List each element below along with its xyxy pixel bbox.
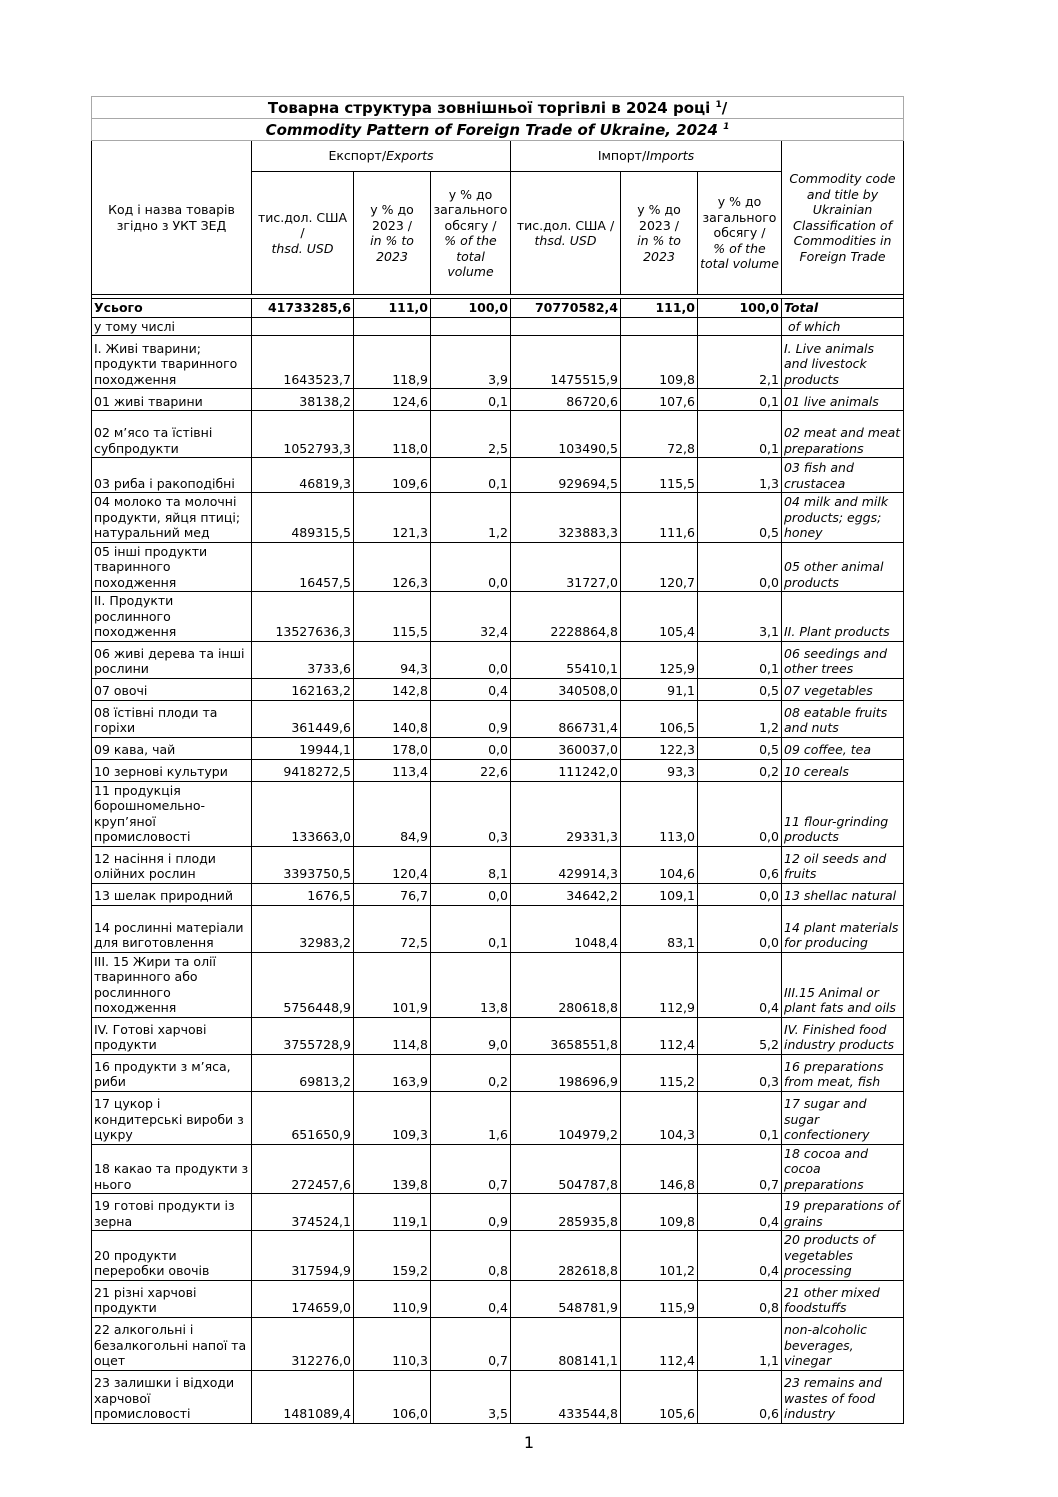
import-pct2023: 83,1 <box>621 905 698 952</box>
import-pct2023: 113,0 <box>621 781 698 846</box>
export-pct2023: 109,6 <box>354 458 431 493</box>
export-pct2023: 140,8 <box>354 700 431 737</box>
row-label-en: 03 fish and crustacea <box>782 458 904 493</box>
row-label-uk: 19 готові продукти із зерна <box>92 1194 252 1231</box>
export-thsd: 312276,0 <box>252 1317 354 1370</box>
header-group-row <box>92 141 904 172</box>
import-thsd: 323883,3 <box>511 493 621 543</box>
row-label-en: 07 vegetables <box>782 678 904 700</box>
import-share: 0,1 <box>698 641 782 678</box>
import-pct2023: 112,9 <box>621 952 698 1017</box>
export-pct2023: 139,8 <box>354 1144 431 1194</box>
table-row <box>92 389 904 411</box>
row-label-uk: 21 різні харчові продукти <box>92 1280 252 1317</box>
import-share: 0,0 <box>698 883 782 905</box>
import-share: 0,5 <box>698 737 782 759</box>
export-pct2023: 110,3 <box>354 1317 431 1370</box>
export-pct2023: 101,9 <box>354 952 431 1017</box>
import-share: 0,6 <box>698 846 782 883</box>
row-label-uk: 07 овочі <box>92 678 252 700</box>
import-share: 0,5 <box>698 678 782 700</box>
import-share: 0,8 <box>698 1280 782 1317</box>
table-row <box>92 1054 904 1091</box>
table-row <box>92 1017 904 1054</box>
export-pct2023: 121,3 <box>354 493 431 543</box>
import-pct2023: 72,8 <box>621 411 698 458</box>
row-label-uk: 11 продукція борошномельно-круп’яної промисловості <box>92 781 252 846</box>
import-thsd: 103490,5 <box>511 411 621 458</box>
row-label-en: 01 live animals <box>782 389 904 411</box>
import-thsd: 280618,8 <box>511 952 621 1017</box>
export-share: 0,9 <box>431 700 511 737</box>
row-label-uk: 12 насіння і плоди олійних рослин <box>92 846 252 883</box>
export-share: 0,7 <box>431 1317 511 1370</box>
import-thsd: 548781,9 <box>511 1280 621 1317</box>
of-which-row <box>92 317 904 336</box>
table-row <box>92 493 904 543</box>
of-which-en: of which <box>782 317 904 336</box>
export-thsd: 69813,2 <box>252 1054 354 1091</box>
total-import-thsd: 70770582,4 <box>511 299 621 318</box>
row-label-en: 23 remains and wastes of food industry <box>782 1370 904 1423</box>
row-label-en: 18 cocoa and cocoa preparations <box>782 1144 904 1194</box>
import-thsd: 29331,3 <box>511 781 621 846</box>
import-share: 0,6 <box>698 1370 782 1423</box>
row-label-en: 20 products of vegetables processing <box>782 1231 904 1281</box>
table-row <box>92 1370 904 1423</box>
import-share: 0,2 <box>698 759 782 781</box>
row-label-uk: III. 15 Жири та олії тваринного або рослинного походження <box>92 952 252 1017</box>
export-pct2023: 110,9 <box>354 1280 431 1317</box>
export-share: 0,9 <box>431 1194 511 1231</box>
row-label-uk: 20 продукти переробки овочів <box>92 1231 252 1281</box>
row-label-en: 14 plant materials for producing <box>782 905 904 952</box>
export-pct2023: 120,4 <box>354 846 431 883</box>
import-pct2023: 115,9 <box>621 1280 698 1317</box>
row-label-en: 05 other animal products <box>782 542 904 592</box>
header-export-pct2023: у % до 2023 / in % to 2023 <box>354 172 431 295</box>
import-thsd: 1475515,9 <box>511 336 621 389</box>
row-label-uk: IV. Готові харчові продукти <box>92 1017 252 1054</box>
table-row <box>92 883 904 905</box>
export-pct2023: 163,9 <box>354 1054 431 1091</box>
export-share: 8,1 <box>431 846 511 883</box>
export-share: 22,6 <box>431 759 511 781</box>
table-row <box>92 592 904 642</box>
export-share: 0,0 <box>431 883 511 905</box>
row-label-en: 04 milk and milk products; eggs; honey <box>782 493 904 543</box>
export-pct2023: 178,0 <box>354 737 431 759</box>
export-thsd: 9418272,5 <box>252 759 354 781</box>
import-pct2023: 112,4 <box>621 1017 698 1054</box>
import-share: 0,4 <box>698 1194 782 1231</box>
header-export-share: у % до загального обсягу / % of the total volume <box>431 172 511 295</box>
row-label-uk: 22 алкогольні і безалкогольні напої та оцет <box>92 1317 252 1370</box>
table-row <box>92 1317 904 1370</box>
import-pct2023: 122,3 <box>621 737 698 759</box>
import-share: 1,3 <box>698 458 782 493</box>
import-thsd: 929694,5 <box>511 458 621 493</box>
export-pct2023: 94,3 <box>354 641 431 678</box>
export-thsd: 3755728,9 <box>252 1017 354 1054</box>
import-pct2023: 120,7 <box>621 542 698 592</box>
import-share: 5,2 <box>698 1017 782 1054</box>
row-label-uk: 08 їстівні плоди та горіхи <box>92 700 252 737</box>
row-label-uk: I. Живі тварини; продукти тваринного походження <box>92 336 252 389</box>
export-pct2023: 106,0 <box>354 1370 431 1423</box>
import-pct2023: 104,3 <box>621 1091 698 1144</box>
row-label-en: III.15 Animal or plant fats and oils <box>782 952 904 1017</box>
export-share: 13,8 <box>431 952 511 1017</box>
row-label-en: I. Live animals and livestock products <box>782 336 904 389</box>
export-share: 1,2 <box>431 493 511 543</box>
row-label-en: non-alcoholic beverages, vinegar <box>782 1317 904 1370</box>
header-exports: Експорт/Exports <box>252 141 511 172</box>
import-share: 0,1 <box>698 389 782 411</box>
header-import-pct2023: у % до 2023 / in % to 2023 <box>621 172 698 295</box>
export-thsd: 1481089,4 <box>252 1370 354 1423</box>
export-pct2023: 118,9 <box>354 336 431 389</box>
import-share: 0,4 <box>698 1231 782 1281</box>
import-pct2023: 107,6 <box>621 389 698 411</box>
row-label-uk: 09 кава, чай <box>92 737 252 759</box>
row-label-en: II. Plant products <box>782 592 904 642</box>
import-share: 3,1 <box>698 592 782 642</box>
export-thsd: 1676,5 <box>252 883 354 905</box>
row-label-uk: 05 інші продукти тваринного походження <box>92 542 252 592</box>
import-share: 0,1 <box>698 1091 782 1144</box>
import-thsd: 111242,0 <box>511 759 621 781</box>
row-label-uk: 01 живі тварини <box>92 389 252 411</box>
import-pct2023: 101,2 <box>621 1231 698 1281</box>
export-pct2023: 118,0 <box>354 411 431 458</box>
import-thsd: 282618,8 <box>511 1231 621 1281</box>
row-label-en: 21 other mixed foodstuffs <box>782 1280 904 1317</box>
table-row <box>92 336 904 389</box>
table-row <box>92 641 904 678</box>
export-pct2023: 84,9 <box>354 781 431 846</box>
import-share: 0,0 <box>698 542 782 592</box>
export-share: 0,1 <box>431 905 511 952</box>
export-thsd: 317594,9 <box>252 1231 354 1281</box>
table-title-uk: Товарна структура зовнішньої торгівлі в 2024 році $^1$/ <box>92 97 904 119</box>
import-share: 0,1 <box>698 411 782 458</box>
export-thsd: 651650,9 <box>252 1091 354 1144</box>
row-label-uk: 06 живі дерева та інші рослини <box>92 641 252 678</box>
row-label-uk: 13 шелак природний <box>92 883 252 905</box>
import-thsd: 433544,8 <box>511 1370 621 1423</box>
export-share: 0,4 <box>431 1280 511 1317</box>
total-label-en: Total <box>782 299 904 318</box>
export-thsd: 374524,1 <box>252 1194 354 1231</box>
row-label-en: 09 coffee, tea <box>782 737 904 759</box>
row-label-uk: II. Продукти рослинного походження <box>92 592 252 642</box>
row-label-en: 13 shellac natural <box>782 883 904 905</box>
row-label-uk: 03 риба і ракоподібні <box>92 458 252 493</box>
import-thsd: 285935,8 <box>511 1194 621 1231</box>
import-pct2023: 112,4 <box>621 1317 698 1370</box>
total-import-share: 100,0 <box>698 299 782 318</box>
import-thsd: 340508,0 <box>511 678 621 700</box>
import-thsd: 808141,1 <box>511 1317 621 1370</box>
header-import-share: у % до загального обсягу / % of the total volume <box>698 172 782 295</box>
import-share: 0,5 <box>698 493 782 543</box>
export-thsd: 489315,5 <box>252 493 354 543</box>
import-pct2023: 109,8 <box>621 1194 698 1231</box>
import-thsd: 866731,4 <box>511 700 621 737</box>
import-thsd: 55410,1 <box>511 641 621 678</box>
export-pct2023: 113,4 <box>354 759 431 781</box>
import-share: 0,0 <box>698 781 782 846</box>
export-share: 0,3 <box>431 781 511 846</box>
row-label-en: 06 seedings and other trees <box>782 641 904 678</box>
export-pct2023: 114,8 <box>354 1017 431 1054</box>
total-export-pct2023: 111,0 <box>354 299 431 318</box>
row-label-en: 10 cereals <box>782 759 904 781</box>
export-share: 0,1 <box>431 458 511 493</box>
export-share: 0,8 <box>431 1231 511 1281</box>
row-label-uk: 14 рослинні матеріали для виготовлення <box>92 905 252 952</box>
row-label-en: 12 oil seeds and fruits <box>782 846 904 883</box>
export-share: 2,5 <box>431 411 511 458</box>
row-label-uk: 02 м’ясо та їстівні субпродукти <box>92 411 252 458</box>
export-thsd: 174659,0 <box>252 1280 354 1317</box>
row-label-uk: 16 продукти з м’яса, риби <box>92 1054 252 1091</box>
import-share: 0,4 <box>698 952 782 1017</box>
table-row <box>92 1231 904 1281</box>
import-pct2023: 104,6 <box>621 846 698 883</box>
export-thsd: 19944,1 <box>252 737 354 759</box>
statistics-sheet <box>91 96 903 1424</box>
import-share: 1,2 <box>698 700 782 737</box>
row-label-uk: 04 молоко та молочні продукти, яйця птиці; натуральний мед <box>92 493 252 543</box>
import-pct2023: 115,2 <box>621 1054 698 1091</box>
row-label-en: 17 sugar and sugar confectionery <box>782 1091 904 1144</box>
export-thsd: 13527636,3 <box>252 592 354 642</box>
export-pct2023: 115,5 <box>354 592 431 642</box>
export-share: 3,5 <box>431 1370 511 1423</box>
export-pct2023: 109,3 <box>354 1091 431 1144</box>
import-pct2023: 105,4 <box>621 592 698 642</box>
row-label-uk: 17 цукор і кондитерські вироби з цукру <box>92 1091 252 1144</box>
export-share: 32,4 <box>431 592 511 642</box>
export-share: 0,0 <box>431 737 511 759</box>
export-share: 9,0 <box>431 1017 511 1054</box>
row-label-en: 02 meat and meat preparations <box>782 411 904 458</box>
export-share: 0,4 <box>431 678 511 700</box>
table-row <box>92 678 904 700</box>
import-thsd: 360037,0 <box>511 737 621 759</box>
import-share: 0,0 <box>698 905 782 952</box>
table-row <box>92 1091 904 1144</box>
import-thsd: 429914,3 <box>511 846 621 883</box>
table-row <box>92 737 904 759</box>
header-code-en: Commodity code and title by Ukrainian Classification of Commodities in Foreign Trade <box>782 141 904 295</box>
header-import-thsd: тис.дол. США / thsd. USD <box>511 172 621 295</box>
row-label-en: 19 preparations of grains <box>782 1194 904 1231</box>
header-imports: Імпорт/Imports <box>511 141 782 172</box>
table-row <box>92 1280 904 1317</box>
import-thsd: 86720,6 <box>511 389 621 411</box>
header-code-uk: Код і назва товарів згідно з УКТ ЗЕД <box>92 141 252 295</box>
import-pct2023: 109,8 <box>621 336 698 389</box>
table-title-en: Commodity Pattern of Foreign Trade of Ukraine, 2024 $^1$ <box>92 119 904 141</box>
total-export-thsd: 41733285,6 <box>252 299 354 318</box>
table-row <box>92 952 904 1017</box>
export-pct2023: 159,2 <box>354 1231 431 1281</box>
export-thsd: 32983,2 <box>252 905 354 952</box>
row-label-uk: 23 залишки і відходи харчової промисловості <box>92 1370 252 1423</box>
export-thsd: 133663,0 <box>252 781 354 846</box>
import-share: 1,1 <box>698 1317 782 1370</box>
export-pct2023: 124,6 <box>354 389 431 411</box>
import-share: 2,1 <box>698 336 782 389</box>
table-row <box>92 700 904 737</box>
export-share: 0,1 <box>431 389 511 411</box>
export-thsd: 3393750,5 <box>252 846 354 883</box>
export-thsd: 1052793,3 <box>252 411 354 458</box>
export-share: 0,0 <box>431 542 511 592</box>
export-pct2023: 76,7 <box>354 883 431 905</box>
import-pct2023: 109,1 <box>621 883 698 905</box>
import-pct2023: 105,6 <box>621 1370 698 1423</box>
export-pct2023: 126,3 <box>354 542 431 592</box>
import-pct2023: 111,6 <box>621 493 698 543</box>
export-thsd: 16457,5 <box>252 542 354 592</box>
export-share: 0,2 <box>431 1054 511 1091</box>
export-thsd: 46819,3 <box>252 458 354 493</box>
export-thsd: 1643523,7 <box>252 336 354 389</box>
import-thsd: 198696,9 <box>511 1054 621 1091</box>
export-thsd: 361449,6 <box>252 700 354 737</box>
total-row <box>92 299 904 318</box>
total-import-pct2023: 111,0 <box>621 299 698 318</box>
of-which-uk: у тому числі <box>92 317 252 336</box>
import-thsd: 504787,8 <box>511 1144 621 1194</box>
import-pct2023: 93,3 <box>621 759 698 781</box>
row-label-en: 08 eatable fruits and nuts <box>782 700 904 737</box>
table-row <box>92 759 904 781</box>
table-row <box>92 458 904 493</box>
import-thsd: 34642,2 <box>511 883 621 905</box>
total-export-share: 100,0 <box>431 299 511 318</box>
import-pct2023: 106,5 <box>621 700 698 737</box>
table-row <box>92 781 904 846</box>
export-share: 0,0 <box>431 641 511 678</box>
import-thsd: 2228864,8 <box>511 592 621 642</box>
export-thsd: 5756448,9 <box>252 952 354 1017</box>
import-share: 0,7 <box>698 1144 782 1194</box>
export-share: 1,6 <box>431 1091 511 1144</box>
row-label-uk: 10 зернові культури <box>92 759 252 781</box>
total-label-uk: Усього <box>92 299 252 318</box>
export-pct2023: 119,1 <box>354 1194 431 1231</box>
row-label-en: IV. Finished food industry products <box>782 1017 904 1054</box>
title-row-en <box>92 119 904 141</box>
table-row <box>92 1144 904 1194</box>
export-thsd: 162163,2 <box>252 678 354 700</box>
import-thsd: 104979,2 <box>511 1091 621 1144</box>
table-row <box>92 411 904 458</box>
import-thsd: 1048,4 <box>511 905 621 952</box>
table-row <box>92 905 904 952</box>
trade-table <box>91 96 904 1424</box>
table-row <box>92 542 904 592</box>
row-label-en: 11 flour-grinding products <box>782 781 904 846</box>
export-thsd: 3733,6 <box>252 641 354 678</box>
export-share: 3,9 <box>431 336 511 389</box>
header-export-thsd: тис.дол. США / thsd. USD <box>252 172 354 295</box>
import-pct2023: 125,9 <box>621 641 698 678</box>
import-pct2023: 146,8 <box>621 1144 698 1194</box>
row-label-uk: 18 какао та продукти з нього <box>92 1144 252 1194</box>
export-pct2023: 142,8 <box>354 678 431 700</box>
import-thsd: 31727,0 <box>511 542 621 592</box>
export-thsd: 38138,2 <box>252 389 354 411</box>
import-share: 0,3 <box>698 1054 782 1091</box>
page-number: 1 <box>523 1433 535 1452</box>
table-row <box>92 1194 904 1231</box>
row-label-en: 16 preparations from meat, fish <box>782 1054 904 1091</box>
import-pct2023: 115,5 <box>621 458 698 493</box>
export-pct2023: 72,5 <box>354 905 431 952</box>
import-pct2023: 91,1 <box>621 678 698 700</box>
table-row <box>92 846 904 883</box>
title-row-uk <box>92 97 904 119</box>
import-thsd: 3658551,8 <box>511 1017 621 1054</box>
export-share: 0,7 <box>431 1144 511 1194</box>
export-thsd: 272457,6 <box>252 1144 354 1194</box>
